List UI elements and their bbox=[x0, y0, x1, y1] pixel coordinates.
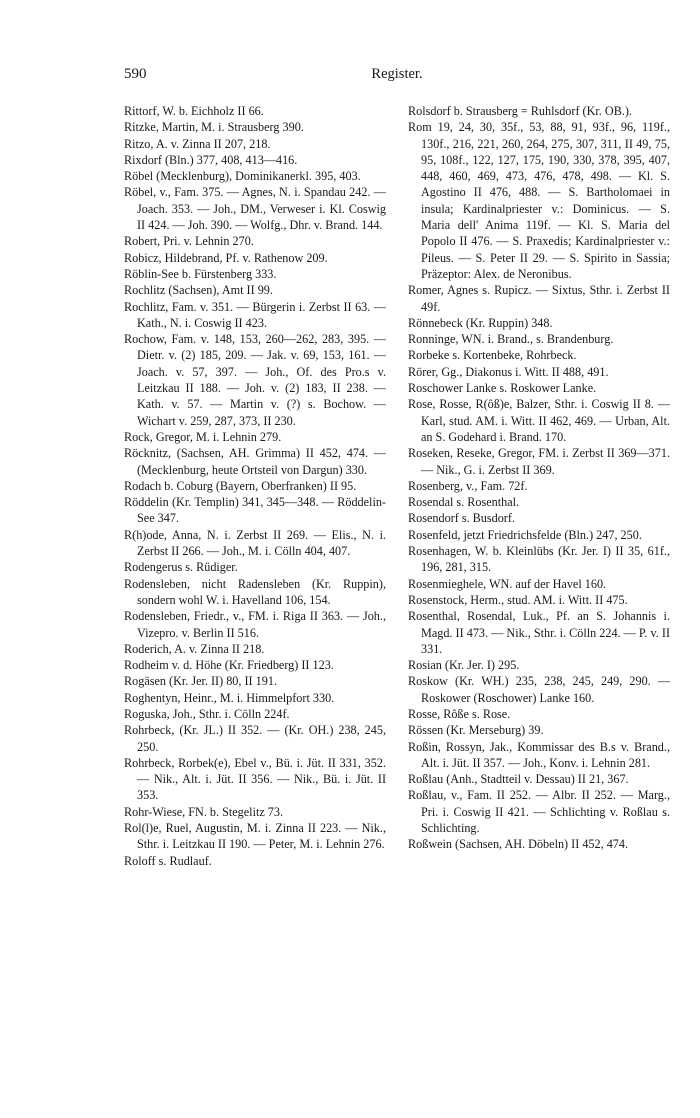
index-entry: Röddelin (Kr. Templin) 341, 345—348. — Röddelin-See 347. bbox=[124, 495, 386, 526]
index-entry: Rodensleben, nicht Radensleben (Kr. Ruppin), sondern wohl W. i. Havelland 106, 154. bbox=[124, 576, 386, 607]
left-column bbox=[124, 103, 386, 869]
index-entry: Roloff s. Rudlauf. bbox=[124, 853, 212, 868]
index-entry: Rosendorf s. Busdorf. bbox=[408, 511, 515, 526]
index-entry: Roßin, Rossyn, Jak., Kommissar des B.s v. Brand., Alt. i. Jüt. II 357. — Joh., Konv. i. Lehnin 281. bbox=[408, 739, 670, 770]
index-entry: Robert, Pri. v. Lehnin 270. bbox=[124, 234, 254, 249]
index-entry: Rorbeke s. Kortenbeke, Rohrbeck. bbox=[408, 348, 577, 363]
index-entry: Rosian (Kr. Jer. I) 295. bbox=[408, 658, 520, 673]
index-entry: Rom 19, 24, 30, 35f., 53, 88, 91, 93f., 96, 119f., 130f., 216, 221, 260, 264, 275, 307, 311, II 49, 75, 95, 108f., 122, 127, 175, 190, 330, 378, 395, 407, 448, 460, 469, 473, 476, 478, 498. — Kl. S. Agostino II 476, 488. — S. Bartholomaei in insula; Kardinalpriester v.: Dominicus. — S. Maria dell' Anima 119f. — Kl. S. Maria del Popolo II 476. — S. Praxedis; Kardinalpriester v.: Pileus. — S. Peter II 29. — S. Spirito in Sassia; Präzeptor: Alex. de Neronibus. bbox=[408, 120, 670, 281]
index-entry: Rose, Rosse, R(ôß)e, Balzer, Sthr. i. Coswig II 8. — Karl, stud. AM. i. Witt. II 462, 469. — Urban, Alt. an S. Godehard i. Brand. 170. bbox=[408, 397, 670, 444]
index-entry: Rosenhagen, W. b. Kleinlübs (Kr. Jer. I) II 35, 61f., 196, 281, 315. bbox=[408, 544, 670, 575]
page-number: 590 bbox=[124, 66, 147, 82]
index-entry: Roderich, A. v. Zinna II 218. bbox=[124, 641, 265, 656]
index-entry: Rosenmieghele, WN. auf der Havel 160. bbox=[408, 576, 607, 591]
index-entry: Röblin-See b. Fürstenberg 333. bbox=[124, 266, 277, 281]
index-entry: Rochlitz (Sachsen), Amt II 99. bbox=[124, 283, 273, 298]
index-entry: Rodengerus s. Rüdiger. bbox=[124, 560, 238, 575]
index-entry: Röbel, v., Fam. 375. — Agnes, N. i. Spandau 242. — Joach. 353. — Joh., DM., Verweser i. Kl. Coswig II 424. — Joh. 390. — Wolfg., Dhr. v. Brand. 144. bbox=[124, 185, 386, 233]
index-entry: Rodach b. Coburg (Bayern, Oberfranken) II 95. bbox=[124, 478, 357, 493]
index-entry: Ronninge, WN. i. Brand., s. Brandenburg. bbox=[408, 332, 614, 347]
index-entry: Rochow, Fam. v. 148, 153, 260—262, 283, 395. — Dietr. v. (2) 185, 209. — Jak. v. 69, 153, 161. — Joach. v. 57, 397. — Joh., Of. des Pro.s v. Leitzkau II 188. — Joh. v. (2) 183, II 238. — Kath. v. 57. — Martin v. (?) s. Bochow. — Wichart v. 259, 287, 373, II 230. bbox=[124, 332, 386, 428]
page-header bbox=[124, 66, 670, 90]
index-entry: Ritzke, Martin, M. i. Strausberg 390. bbox=[124, 120, 304, 135]
index-entry: Roßlau, v., Fam. II 252. — Albr. II 252. — Marg., Pri. i. Coswig II 421. — Schlichting v. Roßlau s. Schlichting. bbox=[408, 788, 670, 836]
index-entry: Romer, Agnes s. Rupicz. — Sixtus, Sthr. i. Zerbst II 49f. bbox=[408, 283, 670, 314]
index-entry: Roschower Lanke s. Roskower Lanke. bbox=[408, 381, 597, 396]
index-entry: Rosenberg, v., Fam. 72f. bbox=[408, 478, 528, 493]
index-entry: Rosenstock, Herm., stud. AM. i. Witt. II 475. bbox=[408, 592, 628, 607]
index-entry: Ritzo, A. v. Zinna II 207, 218. bbox=[124, 136, 271, 151]
index-entry: Rosse, Rôße s. Rose. bbox=[408, 706, 511, 721]
index-entry: Rönnebeck (Kr. Ruppin) 348. bbox=[408, 315, 553, 330]
index-entry: Rolsdorf b. Strausberg = Ruhlsdorf (Kr. OB.). bbox=[408, 104, 632, 118]
index-entry: Rol(l)e, Ruel, Augustin, M. i. Zinna II 223. — Nik., Sthr. i. Leitzkau II 190. — Peter, M. i. Lehnin 276. bbox=[124, 821, 386, 852]
running-title: Register. bbox=[371, 66, 423, 82]
index-entry: Roskow (Kr. WH.) 235, 238, 245, 249, 290. — Roskower (Roschower) Lanke 160. bbox=[408, 674, 670, 705]
index-entry: Roguska, Joh., Sthr. i. Cölln 224f. bbox=[124, 706, 290, 721]
index-entry: Rohrbeck, Rorbek(e), Ebel v., Bü. i. Jüt. II 331, 352. — Nik., Alt. i. Jüt. II 356. — Nik., Bü. i. Jüt. II 353. bbox=[124, 755, 386, 803]
index-entry: Rochlitz, Fam. v. 351. — Bürgerin i. Zerbst II 63. — Kath., N. i. Coswig II 423. bbox=[124, 299, 386, 330]
index-entry: Rosenthal, Rosendal, Luk., Pf. an S. Johannis i. Magd. II 473. — Nik., Sthr. i. Cölln 224. — P. v. II 331. bbox=[408, 609, 670, 656]
index-entry: Rixdorf (Bln.) 377, 408, 413—416. bbox=[124, 152, 298, 167]
index-entry: R(h)ode, Anna, N. i. Zerbst II 269. — Elis., N. i. Zerbst II 266. — Joh., M. i. Cölln 404, 407. bbox=[124, 527, 386, 559]
index-entry: Rössen (Kr. Merseburg) 39. bbox=[408, 723, 544, 738]
index-entry: Röcknitz, (Sachsen, AH. Grimma) II 452, 474. — (Mecklenburg, heute Ortsteil von Dargun) 330. bbox=[124, 446, 386, 477]
index-entry: Roßwein (Sachsen, AH. Döbeln) II 452, 474. bbox=[408, 837, 629, 852]
index-entry: Rodensleben, Friedr., v., FM. i. Riga II 363. — Joh., Vizepro. v. Berlin II 516. bbox=[124, 609, 386, 640]
index-entry: Rörer, Gg., Diakonus i. Witt. II 488, 491. bbox=[408, 364, 609, 379]
index-entry: Rohr-Wiese, FN. b. Stegelitz 73. bbox=[124, 804, 284, 819]
index-entry: Rosenfeld, jetzt Friedrichsfelde (Bln.) 247, 250. bbox=[408, 527, 642, 542]
index-entry: Rogäsen (Kr. Jer. II) 80, II 191. bbox=[124, 674, 277, 689]
index-entry: Rosendal s. Rosenthal. bbox=[408, 495, 520, 510]
index-entry: Roghentyn, Heinr., M. i. Himmelpfort 330. bbox=[124, 690, 335, 705]
index-entry: Rittorf, W. b. Eichholz II 66. bbox=[124, 104, 264, 118]
index-entry: Robicz, Hildebrand, Pf. v. Rathenow 209. bbox=[124, 250, 328, 265]
right-column bbox=[408, 103, 670, 853]
index-entry: Rock, Gregor, M. i. Lehnin 279. bbox=[124, 429, 282, 444]
index-entry: Rohrbeck, (Kr. JL.) II 352. — (Kr. OH.) 238, 245, 250. bbox=[124, 723, 386, 754]
index-entry: Roßlau (Anh., Stadtteil v. Dessau) II 21, 367. bbox=[408, 772, 629, 787]
index-entry: Rodheim v. d. Höhe (Kr. Friedberg) II 123. bbox=[124, 658, 334, 673]
index-entry: Roseken, Reseke, Gregor, FM. i. Zerbst II 369—371. — Nik., G. i. Zerbst II 369. bbox=[408, 446, 670, 477]
index-entry: Röbel (Mecklenburg), Dominikanerkl. 395, 403. bbox=[124, 169, 361, 184]
